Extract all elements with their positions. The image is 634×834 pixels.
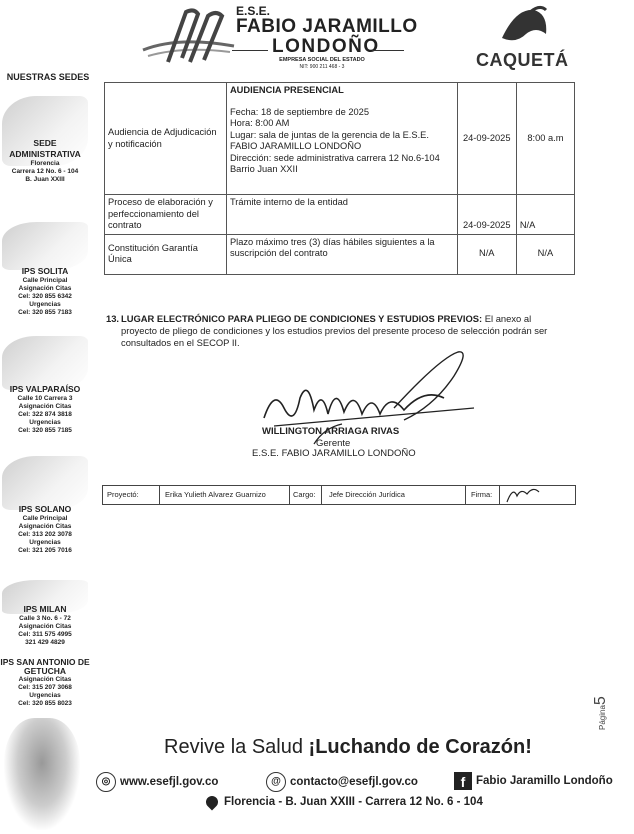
facebook-icon: f (454, 772, 472, 790)
page-number (592, 696, 610, 730)
sede-line: Calle Principal (22, 515, 68, 522)
sede-line: Cel: 322 874 3818 (18, 411, 72, 418)
sede-line: Cel: 320 855 7185 (18, 427, 72, 434)
sede-name: SEDE ADMINISTRATIVA (9, 138, 81, 159)
plant-image (2, 222, 88, 270)
caqueta-bird-icon (496, 4, 552, 50)
details-line: Trámite interno de la entidad (229, 197, 348, 207)
signer-org: E.S.E. FABIO JARAMILLO LONDOÑO (252, 448, 416, 459)
divider (159, 486, 160, 504)
globe-icon: ◎ (96, 772, 116, 792)
jaguar-image (2, 456, 88, 510)
sede-milan (0, 604, 90, 647)
sede-line: Cel: 313 202 3078 (18, 531, 72, 538)
address-text: Florencia - B. Juan XXIII - Carrera 12 No. 6 - 104 (224, 796, 483, 809)
sede-line: Cel: 320 855 7183 (18, 309, 72, 316)
sede-line: Urgencias (29, 301, 61, 308)
org-name-line1: FABIO JARAMILLO (236, 16, 418, 37)
sede-line: Asignación Citas (18, 285, 72, 292)
divider (465, 486, 466, 504)
time-cell: N/A (516, 195, 574, 235)
cargo-value: Jefe Dirección Jurídica (329, 490, 405, 499)
sede-line: Calle 3 No. 6 - 72 (19, 615, 71, 622)
proyecto-label: Proyectó: (107, 490, 139, 499)
table-row (105, 195, 575, 235)
activity-cell: Audiencia de Adjudicación y notificación (105, 83, 227, 195)
org-type: EMPRESA SOCIAL DEL ESTADO (279, 57, 365, 63)
sede-name: IPS VALPARAÍSO (9, 384, 81, 394)
sede-administrativa (0, 138, 90, 184)
bird-image (2, 336, 88, 390)
sede-line: Urgencias (29, 539, 61, 546)
footer-slogan (164, 736, 532, 759)
sede-name: IPS SAN ANTONIO DE GETUCHA (0, 657, 90, 676)
sede-line: Asignación Citas (18, 523, 72, 530)
org-name-line2: LONDOÑO (272, 36, 380, 57)
sede-line: Cel: 320 855 6342 (18, 293, 72, 300)
slogan-regular: Revive la Salud (164, 736, 309, 758)
email-link[interactable]: contacto@esefjl.gov.co (290, 776, 418, 789)
activity-cell: Constitución Garantía Única (105, 234, 227, 274)
cargo-label: Cargo: (293, 490, 316, 499)
sede-line: Calle 10 Carrera 3 (17, 395, 73, 402)
indigenous-woman-image (4, 718, 80, 830)
sede-line: Asignación Citas (18, 403, 72, 410)
sede-name: IPS MILAN (23, 604, 67, 614)
footer-email[interactable] (266, 772, 418, 792)
ese-label: E.S.E. (236, 4, 271, 18)
swoosh-logo-icon (138, 6, 238, 68)
sede-line: Urgencias (29, 692, 61, 699)
date-cell: 24-09-2025 (457, 83, 516, 195)
header-divider-right (372, 50, 404, 51)
details-line: Fecha: 18 de septiembre de 2025 (229, 106, 369, 117)
divider (289, 486, 290, 504)
sede-valparaiso (0, 384, 90, 435)
date-cell: N/A (457, 234, 516, 274)
sede-name: IPS SOLITA (21, 266, 69, 276)
sede-line: Calle Principal (22, 277, 68, 284)
time-cell: N/A (516, 234, 574, 274)
sede-line: Cel: 321 205 7016 (18, 547, 72, 554)
signer-name: WILLINGTON ARRIAGA RIVAS (262, 426, 400, 437)
initials-signature-icon (503, 482, 543, 506)
sede-line: Carrera 12 No. 6 - 104 (11, 168, 79, 175)
table-row (105, 234, 575, 274)
details-line: Hora: 8:00 AM (229, 118, 290, 128)
firma-label: Firma: (471, 490, 493, 499)
web-link[interactable]: www.esefjl.gov.co (120, 776, 219, 789)
footer-facebook[interactable] (454, 772, 613, 790)
table-row (105, 83, 575, 195)
divider (321, 486, 322, 504)
slogan-bold: ¡Luchando de Corazón! (308, 736, 532, 758)
section-title: LUGAR ELECTRÓNICO PARA PLIEGO DE CONDICIONES Y ESTUDIOS PREVIOS: (121, 313, 483, 324)
section-body: El anexo al proyecto de pliego de condiciones y los estudios previos del presente proceso de selección podrán ser consultados en el SECOP II. (121, 313, 548, 348)
details-cell (226, 83, 457, 195)
sede-line: Cel: 315 207 3068 (18, 684, 72, 691)
footer-web[interactable] (96, 772, 218, 792)
sede-line: Cel: 311 575 4995 (18, 631, 72, 638)
sede-line: B. Juan XXIII (25, 176, 65, 183)
sede-line: Urgencias (29, 419, 61, 426)
details-line: Plazo máximo tres (3) días hábiles siguientes a la suscripción del contrato (229, 236, 435, 258)
schedule-table (104, 82, 575, 275)
sede-line: 321 429 4829 (25, 639, 65, 646)
caqueta-label: CAQUETÁ (476, 50, 569, 70)
sede-line: Cel: 320 855 8023 (18, 700, 72, 707)
sidebar-title: NUESTRAS SEDES (6, 72, 90, 82)
activity-cell: Proceso de elaboración y perfeccionamiento del contrato (105, 195, 227, 235)
details-cell (226, 195, 457, 235)
proyecto-value: Erika Yulieth Alvarez Guarnizo (165, 490, 266, 499)
sede-solano (0, 504, 90, 555)
project-box (102, 485, 576, 505)
email-icon: @ (266, 772, 286, 792)
footer-address (206, 796, 483, 808)
signer-role: Gerente (316, 438, 351, 449)
details-heading: AUDIENCIA PRESENCIAL (229, 85, 344, 95)
sede-line: Asignación Citas (18, 676, 72, 683)
sede-solita (0, 266, 90, 317)
location-pin-icon (204, 794, 221, 811)
time-cell: 8:00 a.m (516, 83, 574, 195)
sede-line: Asignación Citas (18, 623, 72, 630)
facebook-link[interactable]: Fabio Jaramillo Londoño (476, 775, 613, 788)
divider (499, 486, 500, 504)
page-label: Página (598, 705, 607, 730)
page-value: 5 (592, 696, 609, 706)
details-cell (226, 234, 457, 274)
section-13 (106, 313, 564, 349)
details-line: Dirección: sede administrativa carrera 12 No.6-104 Barrio Juan XXII (229, 152, 440, 174)
org-nit: NIT: 900 211 468 - 3 (299, 64, 345, 70)
header-divider-left (232, 50, 268, 51)
section-number: 13. (106, 313, 120, 324)
sede-san-antonio (0, 658, 90, 708)
sede-line: Florencia (30, 160, 60, 167)
sede-name: IPS SOLANO (18, 504, 72, 514)
date-cell: 24-09-2025 (457, 195, 516, 235)
details-line: Lugar: sala de juntas de la gerencia de la E.S.E. FABIO JARAMILLO LONDOÑO (229, 129, 429, 151)
